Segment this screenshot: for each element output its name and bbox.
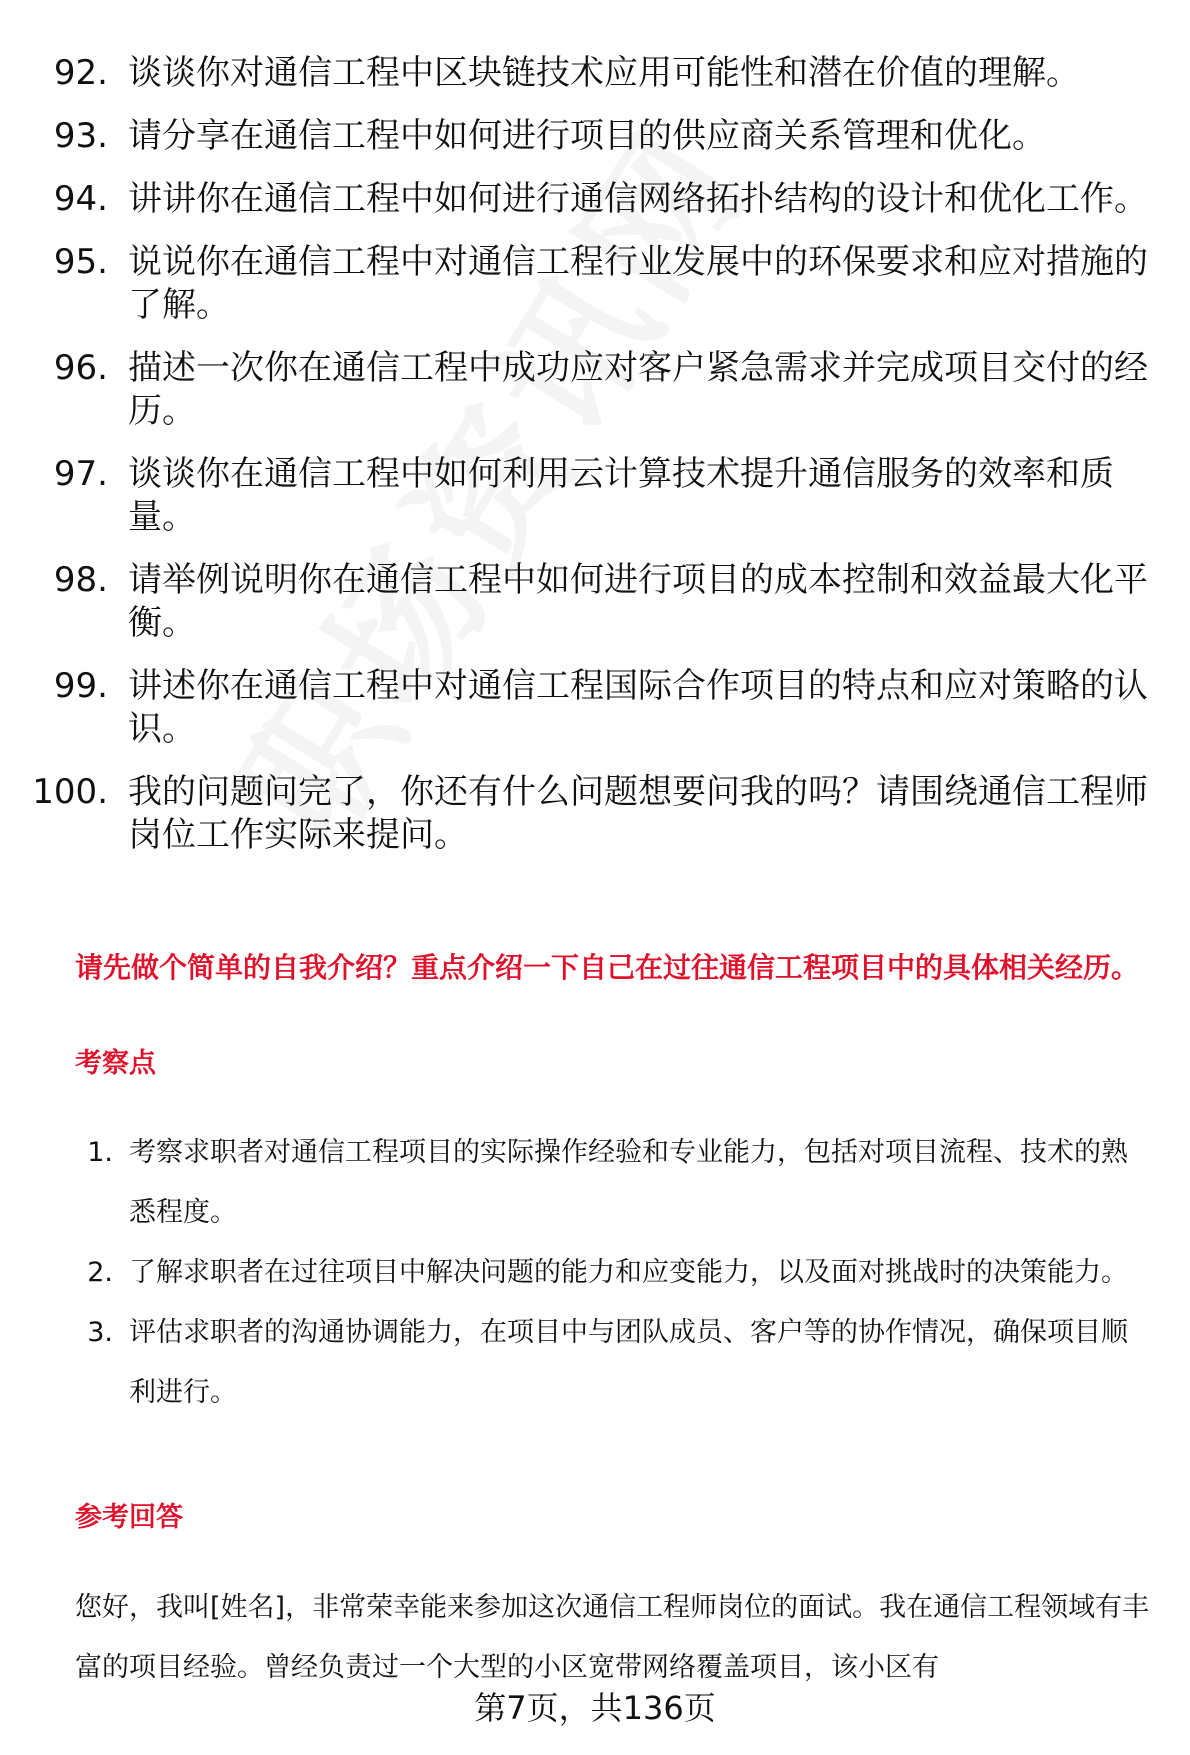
question-item [0,559,1190,645]
question-number: 95. [53,242,108,282]
point-item [0,1243,1190,1303]
page-footer: 第7页，共136页 [474,1689,716,1727]
question-text: 请分享在通信工程中如何进行项目的供应商关系管理和优化。 [128,116,1046,156]
question-number: 100. [32,772,108,812]
point-item [0,1123,1190,1243]
main-question-heading: 请先做个简单的自我介绍？重点介绍一下自己在过往通信工程项目中的具体相关经历。 [75,951,1140,984]
question-number: 94. [53,179,108,219]
question-item [0,52,1190,95]
question-item [0,453,1190,539]
question-text: 讲述你在通信工程中对通信工程国际合作项目的特点和应对策略的认识。 [128,666,1148,749]
question-number: 96. [53,348,108,388]
question-number: 97. [53,454,108,494]
question-number: 93. [53,116,108,156]
question-item [0,178,1190,221]
question-text: 请举例说明你在通信工程中如何进行项目的成本控制和效益最大化平衡。 [128,560,1148,643]
question-number: 99. [53,666,108,706]
point-text: 考察求职者对通信工程项目的实际操作经验和专业能力，包括对项目流程、技术的熟悉程度。 [129,1137,1128,1228]
question-text: 我的问题问完了，你还有什么问题想要问我的吗？请围绕通信工程师岗位工作实际来提问。 [128,772,1148,855]
question-list [0,52,1190,877]
answer-paragraph: 您好，我叫[姓名]，非常荣幸能来参加这次通信工程师岗位的面试。我在通信工程领域有丰富的项目经验。曾经负责过一个大型的小区宽带网络覆盖项目，该小区有 [75,1592,1150,1683]
question-text: 说说你在通信工程中对通信工程行业发展中的环保要求和应对措施的了解。 [128,242,1148,325]
question-text: 描述一次你在通信工程中成功应对客户紧急需求并完成项目交付的经历。 [128,348,1148,431]
question-text: 谈谈你对通信工程中区块链技术应用可能性和潜在价值的理解。 [128,53,1080,93]
question-item [0,665,1190,751]
point-number: 3. [87,1317,113,1348]
question-item [0,347,1190,433]
question-item [0,771,1190,857]
point-number: 2. [87,1257,113,1288]
point-item [0,1303,1190,1423]
point-text: 评估求职者的沟通协调能力，在项目中与团队成员、客户等的协作情况，确保项目顺利进行。 [129,1317,1128,1408]
question-text: 讲讲你在通信工程中如何进行通信网络拓扑结构的设计和优化工作。 [128,179,1148,219]
point-number: 1. [87,1137,113,1168]
point-text: 了解求职者在过往项目中解决问题的能力和应变能力，以及面对挑战时的决策能力。 [129,1257,1128,1288]
answer-section-title: 参考回答 [75,1502,183,1533]
question-text: 谈谈你在通信工程中如何利用云计算技术提升通信服务的效率和质量。 [128,454,1114,537]
question-item [0,115,1190,158]
points-section-title: 考察点 [75,1048,156,1079]
question-number: 98. [53,560,108,600]
question-number: 92. [53,53,108,93]
points-list [0,1123,1190,1423]
question-item [0,241,1190,327]
